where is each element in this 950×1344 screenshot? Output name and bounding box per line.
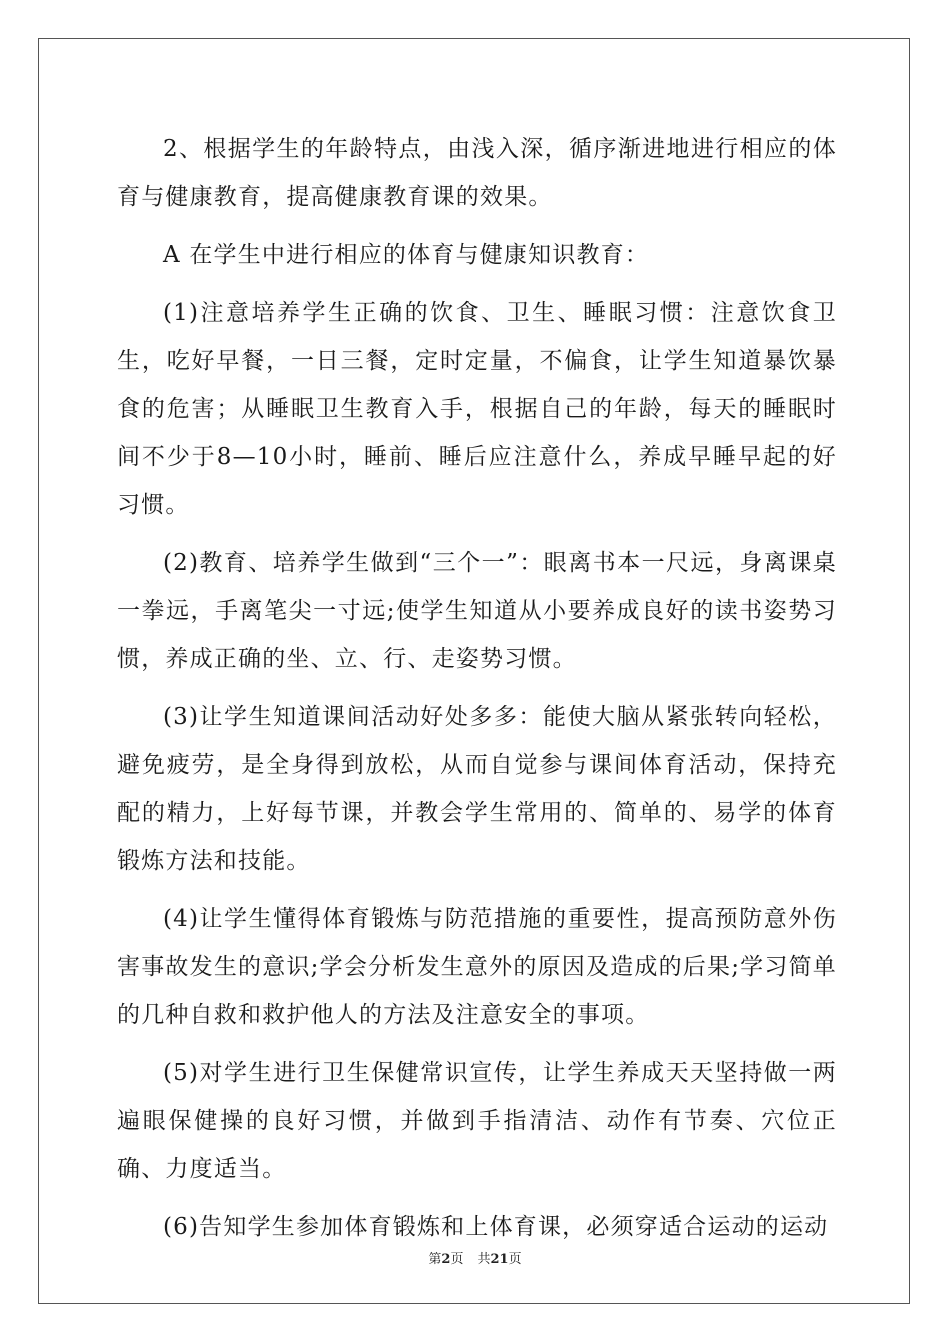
paragraph: (6)告知学生参加体育锻炼和上体育课，必须穿适合运动的运动 [163,1214,829,1240]
page-prefix: 第 [428,1252,442,1267]
paragraph: (1)注意培养学生正确的饮食、卫生、睡眠习惯：注意饮食卫生，吃好早餐，一日三餐，定时定量，不偏食，让学生知道暴饮暴食的危害；从睡眠卫生教育入手，根据自己的年龄，每天的睡眠时间不少于8—10小时，睡前、睡后应注意什么，养成早睡早起的好习惯。 [117,300,837,518]
page-footer [0,1248,950,1267]
page-suffix: 页 [450,1252,464,1267]
paragraph: (4)让学生懂得体育锻炼与防范措施的重要性，提高预防意外伤害事故发生的意识;学会分析发生意外的原因及造成的后果;学习简单的几种自救和救护他人的方法及注意安全的事项。 [117,906,837,1028]
total-prefix: 共 [477,1252,491,1267]
total-suffix: 页 [508,1252,522,1267]
total-pages: 21 [490,1252,509,1267]
document-body [117,125,837,1261]
paragraph: (2)教育、培养学生做到“三个一”：眼离书本一尺远，身离课桌一拳远，手离笔尖一寸远;使学生知道从小要养成良好的读书姿势习惯，养成正确的坐、立、行、走姿势习惯。 [117,550,837,672]
paragraph: 2、根据学生的年龄特点，由浅入深，循序渐进地进行相应的体育与健康教育，提高健康教育课的效果。 [117,136,837,210]
paragraph: (3)让学生知道课间活动好处多多：能使大脑从紧张转向轻松，避免疲劳，是全身得到放松，从而自觉参与课间体育活动，保持充配的精力，上好每节课，并教会学生常用的、简单的、易学的体育锻炼方法和技能。 [117,704,837,874]
page-number: 2 [441,1252,451,1267]
paragraph: A 在学生中进行相应的体育与健康知识教育： [163,242,650,268]
paragraph: (5)对学生进行卫生保健常识宣传，让学生养成天天坚持做一两遍眼保健操的良好习惯，并做到手指清洁、动作有节奏、穴位正确、力度适当。 [117,1060,837,1182]
